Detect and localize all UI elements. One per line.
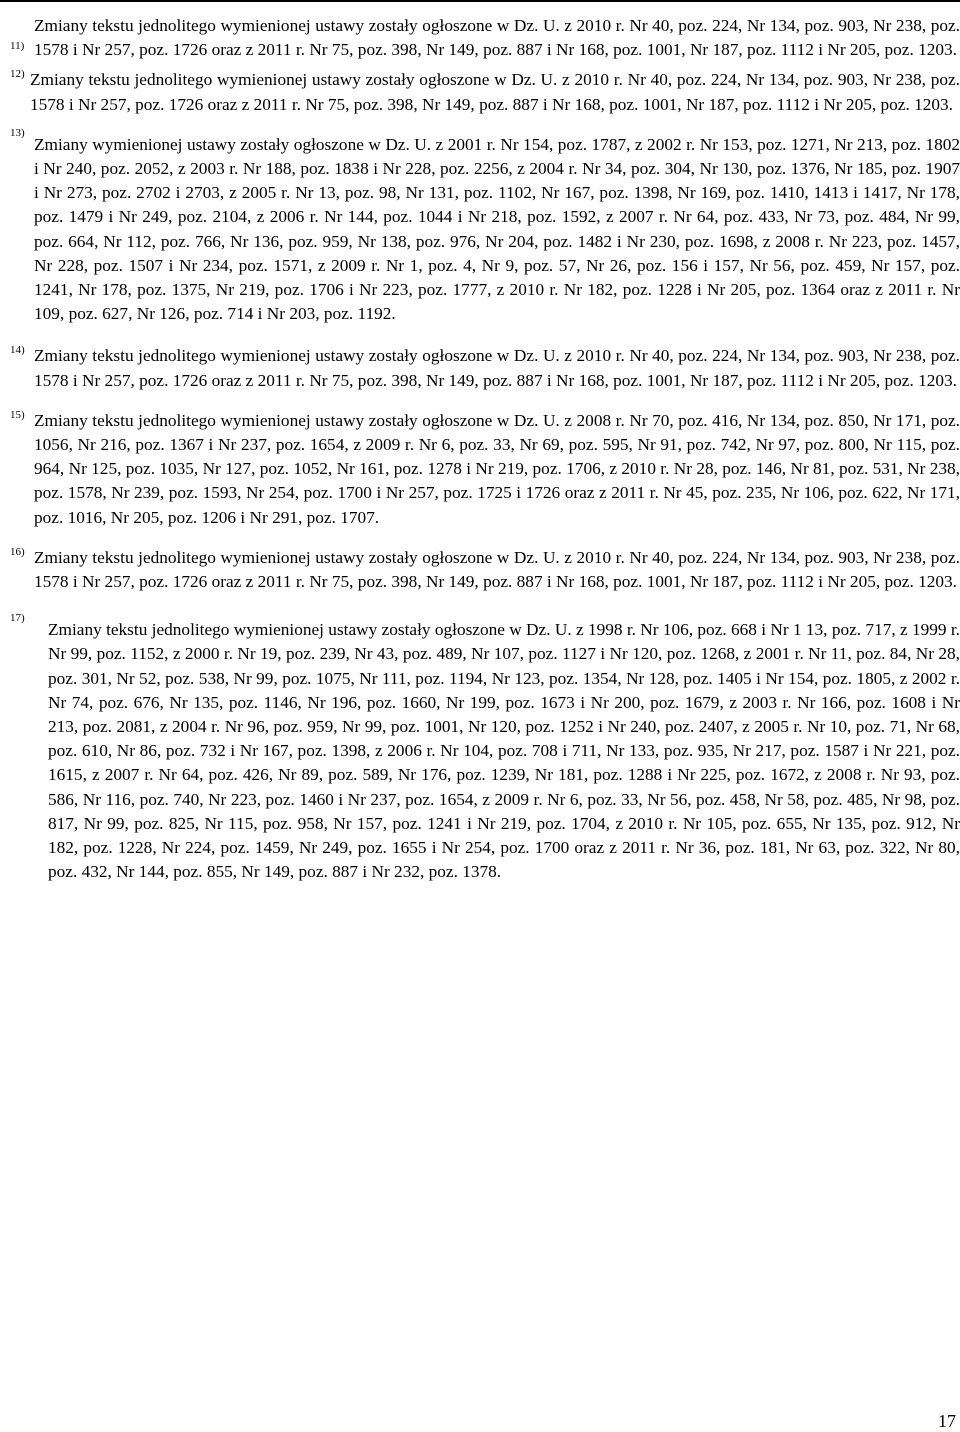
footnote-12 bbox=[0, 68, 960, 116]
footnote-16 bbox=[0, 546, 960, 594]
footnote-text: Zmiany tekstu jednolitego wymienionej ustawy zostały ogłoszone w Dz. U. z 2010 r. Nr 40, poz. 224, Nr 134, poz. 903, Nr 238, poz. 1578 i Nr 257, poz. 1726 oraz z 2011 r. Nr 75, poz. 398, Nr 149, poz. 887 i Nr 168, poz. 1001, Nr 187, poz. 1112 i Nr 205, poz. 1203. bbox=[34, 547, 960, 592]
footnote-text: Zmiany tekstu jednolitego wymienionej ustawy zostały ogłoszone w Dz. U. z 2010 r. Nr 40, poz. 224, Nr 134, poz. 903, Nr 238, poz. 1578 i Nr 257, poz. 1726 oraz z 2011 r. Nr 75, poz. 398, Nr 149, poz. 887 i Nr 168, poz. 1001, Nr 187, poz. 1112 i Nr 205, poz. 1203. bbox=[30, 70, 960, 114]
footnote-text: Zmiany tekstu jednolitego wymienionej ustawy zostały ogłoszone w Dz. U. z 2008 r. Nr 70, poz. 416, Nr 134, poz. 850, Nr 171, poz. 1056, Nr 216, poz. 1367 i Nr 237, poz. 1654, z 2009 r. Nr 6, poz. 33, Nr 69, poz. 595, Nr 91, poz. 742, Nr 97, poz. 800, Nr 115, poz. 964, Nr 125, poz. 1035, Nr 127, poz. 1052, Nr 161, poz. 1278 i Nr 219, poz. 1706, z 2010 r. Nr 28, poz. 146, Nr 81, poz. 531, Nr 238, poz. 1578, Nr 239, poz. 1593, Nr 254, poz. 1700 i Nr 257, poz. 1725 i 1726 oraz z 2011 r. Nr 45, poz. 235, Nr 106, poz. 622, Nr 171, poz. 1016, Nr 205, poz. 1206 i Nr 291, poz. 1707. bbox=[34, 410, 960, 527]
footnote-number: 13) bbox=[10, 126, 25, 139]
footnote-text: Zmiany tekstu jednolitego wymienionej ustawy zostały ogłoszone w Dz. U. z 2010 r. Nr 40, poz. 224, Nr 134, poz. 903, Nr 238, poz. 1578 i Nr 257, poz. 1726 oraz z 2011 r. Nr 75, poz. 398, Nr 149, poz. 887 i Nr 168, poz. 1001, Nr 187, poz. 1112 i Nr 205, poz. 1203. bbox=[34, 346, 960, 390]
footnotes-section bbox=[0, 14, 960, 885]
footnote-text: Zmiany tekstu jednolitego wymienionej ustawy zostały ogłoszone w Dz. U. z 2010 r. Nr 40, poz. 224, Nr 134, poz. 903, Nr 238, poz. 1578 i Nr 257, poz. 1726 oraz z 2011 r. Nr 75, poz. 398, Nr 149, poz. 887 i Nr 168, poz. 1001, Nr 187, poz. 1112 i Nr 205, poz. 1203. bbox=[34, 16, 960, 60]
footnote-number: 17) bbox=[10, 612, 25, 625]
footnote-number: 14) bbox=[10, 344, 25, 357]
footnote-text: Zmiany tekstu jednolitego wymienionej ustawy zostały ogłoszone w Dz. U. z 1998 r. Nr 106, poz. 668 i Nr 1 13, poz. 717, z 1999 r. Nr 99, poz. 1152, z 2000 r. Nr 19, poz. 239, Nr 43, poz. 489, Nr 107, poz. 1127 i Nr 120, poz. 1268, z 2001 r. Nr 11, poz. 84, Nr 28, poz. 301, Nr 52, poz. 538, Nr 99, poz. 1075, Nr 111, poz. 1194, Nr 123, poz. 1354, Nr 128, poz. 1405 i Nr 154, poz. 1805, z 2002 r. Nr 74, poz. 676, Nr 135, poz. 1146, Nr 196, poz. 1660, Nr 199, poz. 1673 i Nr 200, poz. 1679, z 2003 r. Nr 166, poz. 1608 i Nr 213, poz. 2081, z 2004 r. Nr 96, poz. 959, Nr 99, poz. 1001, Nr 120, poz. 1252 i Nr 240, poz. 2407, z 2005 r. Nr 10, poz. 71, Nr 68, poz. 610, Nr 86, poz. 732 i Nr 167, poz. 1398, z 2006 r. Nr 104, poz. 708 i 711, Nr 133, poz. 935, Nr 217, poz. 1587 i Nr 221, poz. 1615, z 2007 r. Nr 64, poz. 426, Nr 89, poz. 589, Nr 176, poz. 1239, Nr 181, poz. 1288 i Nr 225, poz. 1672, z 2008 r. Nr 93, poz. 586, Nr 116, poz. 740, Nr 223, poz. 1460 i Nr 237, poz. 1654, z 2009 r. Nr 6, poz. 33, Nr 56, poz. 458, Nr 58, poz. 485, Nr 98, poz. 817, Nr 99, poz. 825, Nr 115, poz. 958, Nr 157, poz. 1241 i Nr 219, poz. 1704, z 2010 r. Nr 105, poz. 655, Nr 135, poz. 912, Nr 182, poz. 1228, Nr 224, poz. 1459, Nr 249, poz. 1655 i Nr 254, poz. 1700 oraz z 2011 r. Nr 36, poz. 181, Nr 63, poz. 322, Nr 80, poz. 432, Nr 144, poz. 855, Nr 149, poz. 887 i Nr 232, poz. 1378. bbox=[48, 620, 960, 882]
footnote-11 bbox=[0, 14, 960, 62]
footnote-number: 11) bbox=[10, 40, 25, 52]
footnote-number: 12) bbox=[10, 68, 25, 81]
footnote-17 bbox=[0, 612, 960, 884]
footnote-14 bbox=[0, 344, 960, 392]
footnote-number: 16) bbox=[10, 545, 25, 558]
footnote-text: Zmiany wymienionej ustawy zostały ogłoszone w Dz. U. z 2001 r. Nr 154, poz. 1787, z 2002 r. Nr 153, poz. 1271, Nr 213, poz. 1802 i Nr 240, poz. 2052, z 2003 r. Nr 188, poz. 1838 i Nr 228, poz. 2256, z 2004 r. Nr 34, poz. 304, Nr 130, poz. 1376, Nr 185, poz. 1907 i Nr 273, poz. 2702 i 2703, z 2005 r. Nr 13, poz. 98, Nr 131, poz. 1102, Nr 167, poz. 1398, Nr 169, poz. 1410, 1413 i 1417, Nr 178, poz. 1479 i Nr 249, poz. 2104, z 2006 r. Nr 144, poz. 1044 i Nr 218, poz. 1592, z 2007 r. Nr 64, poz. 433, Nr 73, poz. 484, Nr 99, poz. 664, Nr 112, poz. 766, Nr 136, poz. 959, Nr 138, poz. 976, Nr 204, poz. 1482 i Nr 230, poz. 1698, z 2008 r. Nr 223, poz. 1457, Nr 228, poz. 1507 i Nr 234, poz. 1571, z 2009 r. Nr 1, poz. 4, Nr 9, poz. 57, Nr 26, poz. 156 i 157, Nr 56, poz. 459, Nr 157, poz. 1241, Nr 178, poz. 1375, Nr 219, poz. 1706 i Nr 223, poz. 1777, z 2010 r. Nr 182, poz. 1228 i Nr 205, poz. 1364 oraz z 2011 r. Nr 109, poz. 627, Nr 126, poz. 714 i Nr 203, poz. 1192. bbox=[34, 134, 960, 324]
top-border bbox=[0, 0, 960, 2]
footnote-number: 15) bbox=[10, 408, 25, 421]
footnote-15 bbox=[0, 409, 960, 530]
page-number: 17 bbox=[938, 1411, 956, 1431]
footnote-13 bbox=[0, 127, 960, 327]
